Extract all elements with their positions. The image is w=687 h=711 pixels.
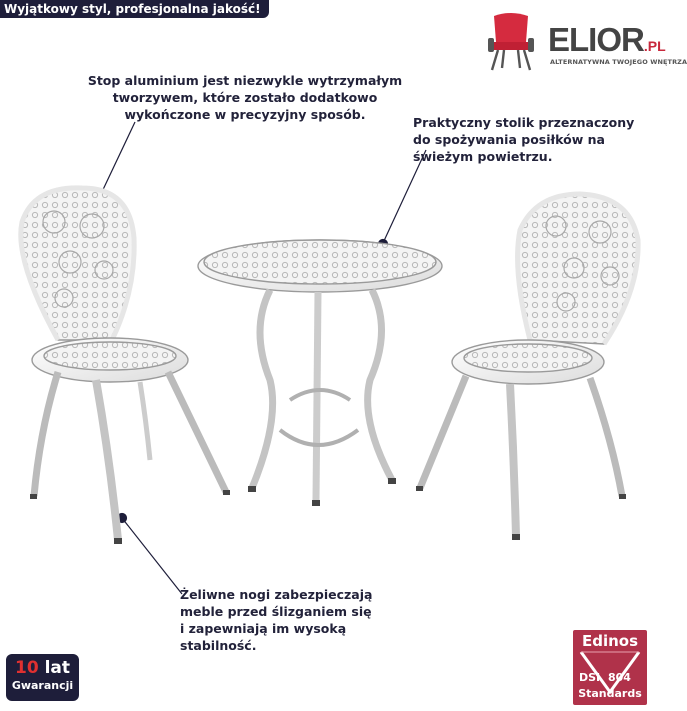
brand-tagline: ALTERNATYWNA TWOJEGO WNĘTRZA xyxy=(550,58,687,66)
brand-name: ELIOR.PL xyxy=(548,21,666,58)
callout-legs: Żeliwne nogi zabezpieczają meble przed ślizganiem się i zapewniają im wysoką stabilność. xyxy=(180,587,373,653)
callout-table: Praktyczny stolik przeznaczony do spożywania posiłków na świeżym powietrzu. xyxy=(413,115,635,164)
warranty-badge: 10 lat Gwarancji xyxy=(6,654,79,701)
slogan-banner: Wyjątkowy styl, profesjonalna jakość! xyxy=(0,0,269,18)
left-chair xyxy=(21,188,230,544)
right-chair xyxy=(416,194,638,540)
bistro-table xyxy=(198,240,442,506)
callout-aluminium: Stop aluminium jest niezwykle wytrzymałym tworzywem, które zostało dodatkowo wykończone w precyzyjny sposób. xyxy=(87,73,403,122)
certificate-badge: Edinos DSI 804 Standards xyxy=(573,630,647,705)
